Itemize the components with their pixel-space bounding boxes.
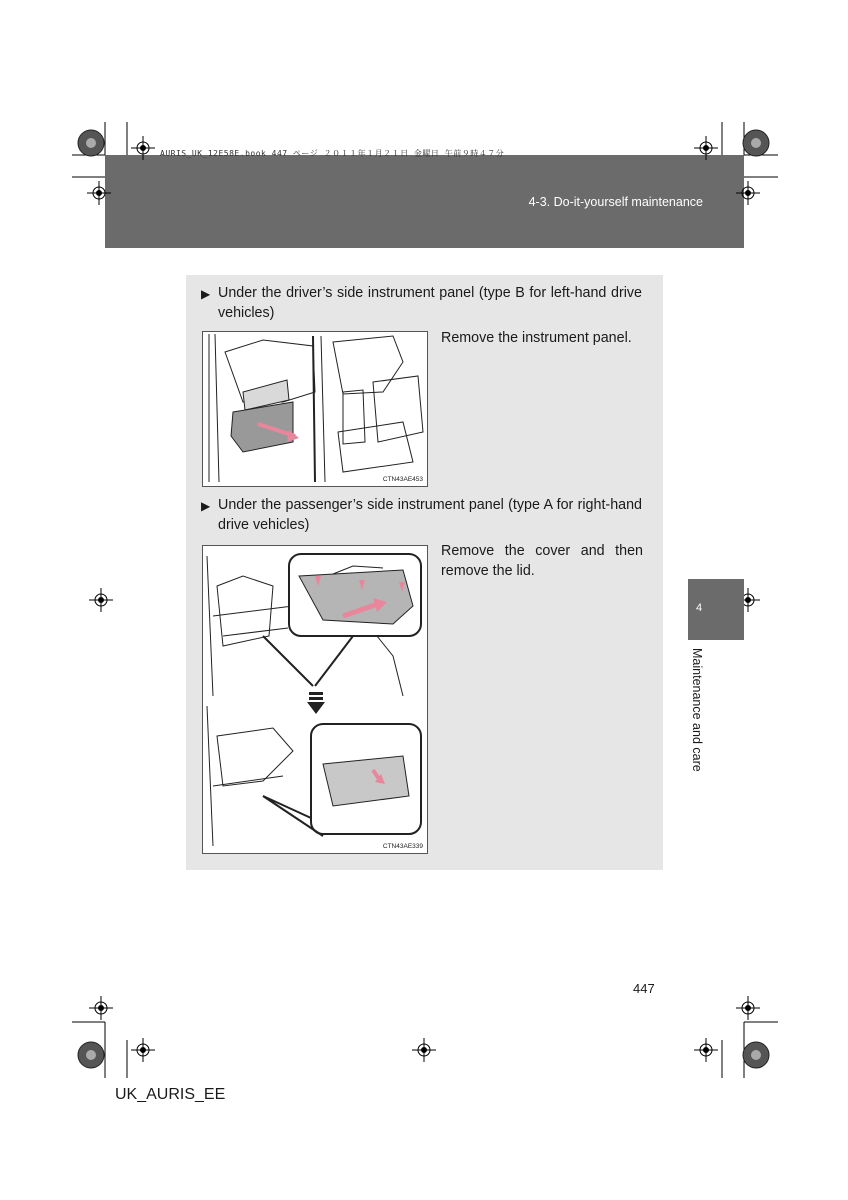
bullet-icon: ▶ xyxy=(201,499,211,513)
print-info-line: AURIS_UK_12E58E.book 447 ページ ２０１１年１月２１日 金曜日 午前９時４７分 xyxy=(160,149,505,158)
footer-code: UK_AURIS_EE xyxy=(115,1086,226,1103)
chapter-label: Maintenance and care xyxy=(690,648,704,772)
passenger-panel-illustration xyxy=(203,546,427,853)
figure-passenger-panel xyxy=(202,545,428,854)
section-title: 4-3. Do-it-yourself maintenance xyxy=(528,195,703,209)
figure-code: CTN43AE339 xyxy=(382,843,423,850)
figure-code: CTN43AE453 xyxy=(382,476,423,483)
bullet-icon: ▶ xyxy=(201,287,211,301)
step-2-heading: Under the passenger’s side instrument panel (type A for right-hand drive vehicles) xyxy=(218,497,642,533)
page-number: 447 xyxy=(633,981,655,996)
driver-panel-illustration xyxy=(203,332,427,486)
step-1-heading: Under the driver’s side instrument panel (type B for left-hand drive vehicles) xyxy=(218,285,642,321)
step-2-instruction: Remove the cover and then remove the lid. xyxy=(441,543,643,579)
step-1-instruction: Remove the instrument panel. xyxy=(441,330,632,346)
chapter-number: 4 xyxy=(695,602,703,614)
figure-driver-panel xyxy=(202,331,428,487)
